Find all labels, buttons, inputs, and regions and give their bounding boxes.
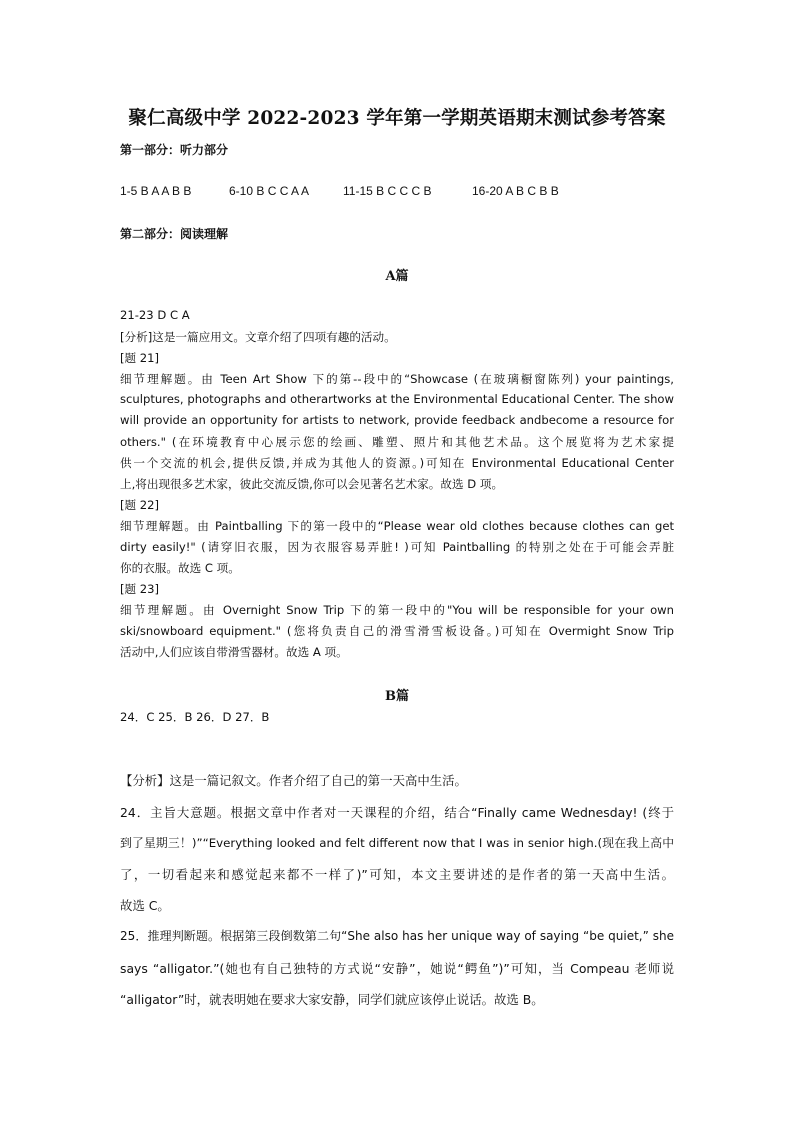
question-23-text-line: ski/snowboard equipment." (您将负责自己的滑雪滑雪板设备。)可知在 Overmight Snow Trip [120, 624, 674, 638]
question-24-text-line: 到了星期三！)”“Everything looked and felt different now that I was in senior high.(现在我上高中 [120, 836, 674, 850]
section-a-analysis: [分析]这是一篇应用文。文章介绍了四项有趣的活动。 [120, 330, 396, 344]
listening-answers-6-10: 6-10 B C C A A [229, 184, 310, 198]
section-b-answers: 24．C 25．B 26．D 27．B [120, 710, 270, 724]
question-24-text-line: 了，一切看起来和感觉起来都不一样了)”可知，本文主要讲述的是作者的第一天高中生活。 [120, 867, 674, 882]
section-a-title: A篇 [385, 269, 409, 284]
question-23-label: [题 23] [120, 582, 160, 596]
question-25-text-line: says “alligator.”(她也有自己独特的方式说“安静”，她说“鳄鱼”)”可知，当 Compeau 老师说 [120, 961, 674, 976]
question-23-text-line: 细节理解题。由 Overnight Snow Trip 下的第一段中的"You will be responsible for your own [120, 603, 674, 617]
question-21-text-line: sculptures, photographs and otherartworks at the Environmental Educational Center. The show [120, 392, 674, 406]
listening-answers-11-15: 11-15 B C C C B [343, 184, 432, 198]
question-22-text-line: dirty easily!" (请穿旧衣服，因为衣服容易弄脏! )可知 Paintballing 的特别之处在于可能会弄脏 [120, 540, 674, 554]
listening-answers-1-5: 1-5 B A A B B [120, 184, 192, 198]
question-21-text-line: 上,将出现很多艺术家，彼此交流反馈,你可以会见著名艺术家。故选 D 项。 [120, 477, 504, 491]
question-21-text-line: will provide an opportunity for artists to network, provide feedback andbecome a resource for [120, 413, 674, 427]
question-24-text-line: 24．主旨大意题。根据文章中作者对一天课程的介绍，结合“Finally came Wednesday! (终于 [120, 805, 674, 820]
section-b-analysis: 【分析】这是一篇记叙文。作者介绍了自己的第一天高中生活。 [120, 773, 467, 788]
question-22-text-line: 细节理解题。由 Paintballing 下的第一段中的“Please wear old clothes because clothes can get [120, 519, 674, 533]
part1-heading: 第一部分：听力部分 [120, 143, 229, 157]
section-a-answers: 21-23 D C A [120, 308, 190, 322]
question-24-text-line: 故选 C。 [120, 898, 170, 913]
question-21-text-line: others." (在环境教育中心展示您的绘画、雕塑、照片和其他艺术品。这个展览将为艺术家提 [120, 435, 674, 449]
question-25-text-line: “alligator”时，就表明她在要求大家安静，同学们就应该停止说话。故选 B。 [120, 992, 544, 1007]
question-21-text-line: 供一个交流的机会,提供反馈,并成为其他人的资源。)可知在 Environmental Educational Center [120, 456, 674, 470]
question-22-text-line: 你的衣服。故选 C 项。 [120, 561, 240, 575]
question-25-text-line: 25．推理判断题。根据第三段倒数第二句“She also has her unique way of saying “be quiet,” she [120, 929, 674, 943]
question-22-label: [题 22] [120, 498, 160, 512]
question-21-text-line: 细节理解题。由 Teen Art Show 下的第--段中的“Showcase (在玻璃橱窗陈列) your paintings, [120, 372, 674, 386]
part2-heading: 第二部分：阅读理解 [120, 227, 229, 241]
question-21-label: [题 21] [120, 351, 160, 365]
document-title: 聚仁高级中学 2022-2023 学年第一学期英语期末测试参考答案 [128, 108, 666, 129]
section-b-title: B篇 [385, 689, 409, 704]
listening-answers-16-20: 16-20 A B C B B [472, 184, 559, 198]
question-23-text-line: 活动中,人们应该自带滑雪器材。故选 A 项。 [120, 645, 348, 659]
